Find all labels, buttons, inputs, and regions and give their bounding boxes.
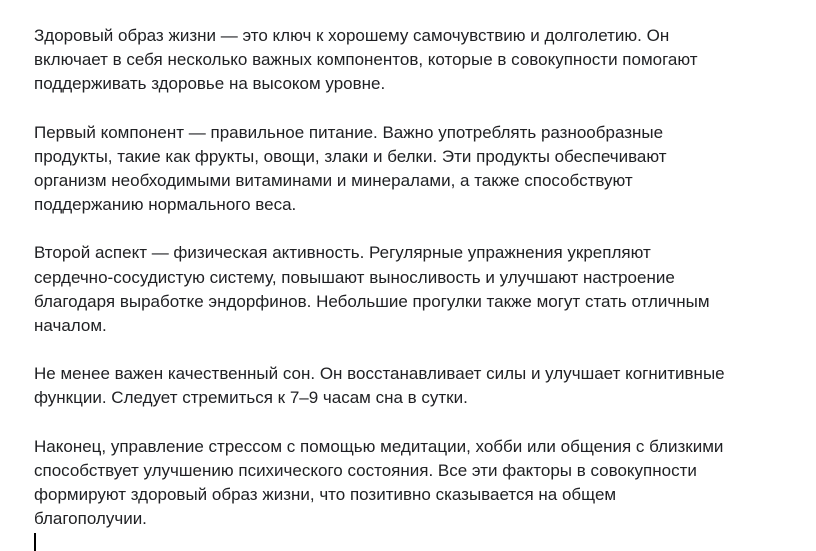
paragraph-sleep: Не менее важен качественный сон. Он восстанавливает силы и улучшает когнитивные функции. Следует стремиться к 7–9 часам сна в сутки. bbox=[34, 364, 725, 408]
text-cursor bbox=[34, 533, 36, 551]
paragraph-intro: Здоровый образ жизни — это ключ к хорошему самочувствию и долголетию. Он включает в себя несколько важных компонентов, которые в совокупности помогают поддерживать здоровье на высоком уровне. bbox=[34, 26, 698, 94]
paragraph-nutrition: Первый компонент — правильное питание. Важно употреблять разнообразные продукты, такие как фрукты, овощи, злаки и белки. Эти продукты обеспечивают организм необходимыми витаминами и минералами, а также способствуют поддержанию нормального веса. bbox=[34, 122, 667, 215]
paragraph-activity: Второй аспект — физическая активность. Регулярные упражнения укрепляют сердечно-сосудистую систему, повышают выносливость и улучшают настроение благодаря выработке эндорфинов. Небольшие прогулки также могут стать отличным началом. bbox=[34, 243, 710, 336]
document-body[interactable] bbox=[34, 24, 794, 531]
paragraph-stress: Наконец, управление стрессом с помощью медитации, хобби или общения с близкими способствует улучшению психического состояния. Все эти факторы в совокупности формируют здоровый образ жизни, что позитивно сказывается на общем благополучии. bbox=[34, 436, 724, 529]
